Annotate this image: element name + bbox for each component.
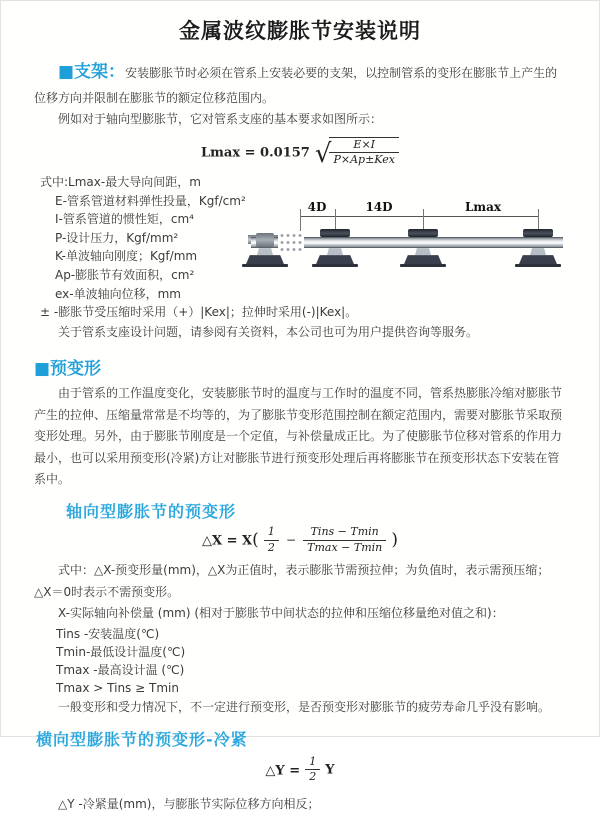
- page-title: 金属波纹膨胀节安装说明: [179, 19, 421, 43]
- definition-item: ex-单波轴向位移，mm: [55, 286, 181, 301]
- support-foot: [312, 264, 358, 267]
- definition-item: Ap-膨胀节有效面积，cm²: [55, 268, 195, 283]
- axial-explain2: X-实际轴向补偿量 (mm) (相对于膨胀节中间状态的拉伸和压缩位移量绝对值之和)：: [58, 606, 504, 621]
- support-base: [519, 255, 557, 264]
- formula-axial-lhs: △X = X: [202, 533, 253, 549]
- predeform-section-heading: ■预变形: [34, 359, 102, 379]
- axial-subsection-heading: 轴向型膨胀节的预变形: [66, 501, 237, 521]
- support-foot: [400, 264, 446, 267]
- formula-axial-half-fraction: [264, 526, 279, 554]
- definition-item: P-设计压力，Kgf/mm²: [55, 230, 179, 245]
- half-denominator: 2: [267, 540, 275, 554]
- lateral-explain: △Y -冷紧量(mm)，与膨胀节实际位移方向相反；: [58, 796, 320, 811]
- temp-fraction-numerator: Tins − Tmin: [303, 526, 386, 541]
- close-paren: ): [391, 530, 398, 551]
- formula-lateral-coldtight: [34, 756, 566, 784]
- formula-axial-temp-fraction: [303, 526, 386, 554]
- definitions-and-diagram-row: [34, 173, 566, 303]
- anchor-neck: [257, 248, 273, 255]
- anchor-clamp: [256, 233, 274, 247]
- temp-line-tmin: Tmin-最低设计温度(℃): [56, 645, 186, 660]
- formula-lateral-lhs: △Y =: [265, 763, 301, 779]
- support-intro-paragraph: [34, 57, 566, 109]
- pipe-support-diagram: [246, 201, 568, 275]
- definitions-list: [34, 173, 246, 303]
- support-base: [316, 255, 354, 264]
- plusminus-definition-line: ± -膨胀节受压缩时采用（+）|Kex|；拉伸时采用(-)|Kex|。: [40, 305, 358, 320]
- support-foot: [515, 264, 561, 267]
- axial-note: 一般变形和受力情况下，不一定进行预变形，是否预变形对膨胀节的疲劳寿命几乎没有影响。: [58, 700, 551, 715]
- formula-lateral-rhs: Y: [325, 762, 335, 778]
- formula-lmax-numerator: E×I: [329, 139, 398, 154]
- formula-axial-predeform: [34, 526, 566, 554]
- minus-operator: −: [285, 533, 297, 548]
- anchor-foot: [242, 264, 288, 267]
- formula-lmax-denominator: P×Ap±Kex: [333, 153, 395, 167]
- dimension-label-lmax: Lmax: [462, 201, 504, 213]
- definition-item: 式中:Lmax-最大导向间距，m: [40, 175, 201, 190]
- open-paren: (: [252, 530, 259, 551]
- support-neck: [327, 248, 343, 255]
- predeform-paragraph: 由于管系的工作温度变化，安装膨胀节时的温度与工作时的温度不同，管系热膨胀冷缩对膨胀节产生的拉伸、压缩量常常是不均等的，为了膨胀节变形范围控制在额定范围内，需要对膨胀节采取预变形处理。另外，由于膨胀节刚度是一个定值，与补偿量成正比。为了使膨胀节位移对管系的作用力最小，也可以采用预变形(冷紧)方让对膨胀节进行预变形处理后再将膨胀节在预变形状态下安装在管系中。: [34, 386, 563, 487]
- temp-inequality: Tmax > Tins ≥ Tmin: [56, 681, 179, 696]
- definition-item: I-管系管道的惯性矩，cm⁴: [55, 212, 194, 227]
- half-numerator: 1: [264, 526, 279, 541]
- temp-line-tmax: Tmax -最高设计温 (℃): [56, 663, 185, 678]
- lateral-denominator: 2: [309, 770, 317, 784]
- temperature-definitions: [56, 625, 566, 697]
- definition-item: E-管系管道材料弹性投量，Kgf/cm²: [55, 193, 246, 208]
- anchor-base: [246, 255, 284, 264]
- support-cap: [523, 229, 553, 237]
- axial-explain1: 式中：△X-预变形量(mm)，△X为正值时，表示膨胀节需预拉伸；为负值时，表示需预压缩；△X＝0时表示不需预变形。: [34, 563, 550, 599]
- formula-lmax: [34, 137, 566, 167]
- support-section-heading: ■支架：: [58, 62, 126, 82]
- formula-lmax-fraction: [329, 139, 398, 167]
- lateral-subsection-heading: 横向型膨胀节的预变形-冷紧: [36, 729, 248, 749]
- sqrt-symbol: √: [314, 138, 332, 169]
- lateral-numerator: 1: [305, 756, 320, 771]
- support-cap: [320, 229, 350, 237]
- temp-line-tins: Tins -安装温度(℃): [56, 627, 160, 642]
- support-example-line: 例如对于轴向型膨胀节，它对管系支座的基本要求如图所示：: [58, 112, 383, 127]
- formula-lmax-lhs: Lmax = 0.0157: [201, 145, 310, 161]
- dimension-label-4d: 4D: [305, 201, 330, 213]
- support-cap: [408, 229, 438, 237]
- support-base: [404, 255, 442, 264]
- temp-fraction-denominator: Tmax − Tmin: [307, 540, 383, 554]
- support-neck: [530, 248, 546, 255]
- support-neck: [415, 248, 431, 255]
- sqrt-radicand: [329, 137, 398, 167]
- definition-item: K-单波轴向刚度；Kgf/mm: [55, 249, 198, 264]
- dimension-label-14d: 14D: [362, 201, 395, 213]
- support-intro-text: 安装膨胀节时必须在管系上安装必要的支架，以控制管系的变形在膨胀节上产生的位移方向并限制在膨胀节的额定位移范围内。: [34, 66, 558, 105]
- formula-lateral-fraction: [305, 756, 320, 784]
- support-note-line: 关于管系支座设计问题，请参阅有关资料，本公司也可为用户提供咨询等服务。: [58, 325, 479, 340]
- bellows-expansion-joint: [278, 231, 304, 255]
